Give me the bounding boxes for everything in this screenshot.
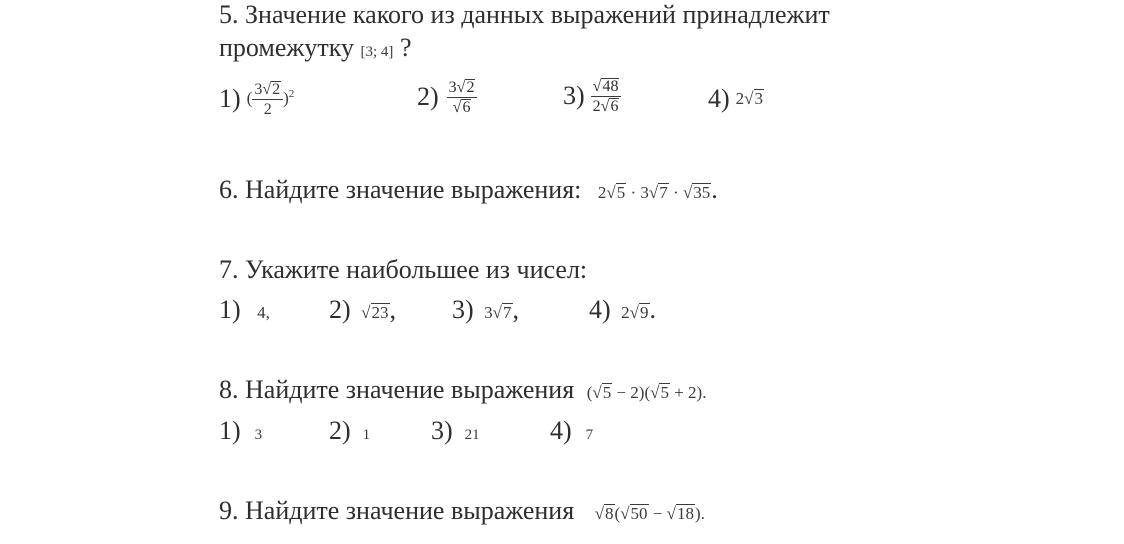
radicand: 23: [371, 303, 389, 322]
paren-open: (: [246, 88, 253, 108]
q5-qmark: ?: [399, 33, 412, 62]
q5-interval: [3; 4]: [360, 44, 394, 60]
q8-expression: [587, 383, 707, 402]
q5-option-2-fraction: [447, 78, 478, 117]
mult: ·: [668, 183, 683, 202]
radicand: 35: [693, 183, 711, 202]
numerator-radicand: 2: [272, 81, 281, 99]
q8-option-4: [550, 416, 593, 450]
minus: −: [648, 504, 667, 523]
q7-option-1-label: 1): [219, 295, 241, 324]
sqrt-sign: √: [592, 383, 602, 402]
q9-expression: [595, 504, 705, 523]
paren-close: ).: [694, 504, 705, 523]
sqrt-sign: √: [492, 303, 503, 322]
period: .: [711, 175, 718, 204]
middle: − 2)(: [612, 383, 651, 402]
q8-line: [219, 375, 706, 408]
q5-line1: 5. Значение какого из данных выражений принадлежит: [219, 0, 830, 29]
q7-text: 7. Укажите наибольшее из чисел:: [219, 255, 588, 284]
q8-text: 8. Найдите значение выражения: [219, 375, 575, 404]
sqrt-sign: √: [629, 303, 640, 322]
q5-option-2-label: 2): [417, 82, 439, 111]
q8-option-1-value: 3: [254, 427, 263, 443]
radicand: 5: [660, 383, 669, 402]
q8-option-3-label: 3): [431, 416, 453, 445]
q8-option-2-label: 2): [329, 416, 351, 445]
q5-option-1-expr: [247, 79, 295, 119]
mult: · 3: [626, 183, 649, 202]
q7-option-2: [329, 295, 396, 328]
radicand: 50: [630, 504, 648, 523]
period: .: [649, 295, 657, 324]
q8-option-2-value: 1: [362, 427, 371, 443]
q5-line2: [219, 33, 411, 67]
denominator: 2: [263, 101, 272, 119]
coef: 2: [735, 89, 745, 108]
radicand: 18: [676, 504, 694, 523]
q7-option-3-label: 3): [452, 295, 474, 324]
coef: 2: [597, 183, 607, 202]
sqrt-sign: √: [456, 78, 466, 96]
coef: 2: [621, 303, 630, 322]
radicand: 5: [616, 183, 626, 202]
numerator-coef: 3: [448, 78, 457, 96]
q8-option-4-value: 7: [585, 427, 594, 443]
q5-line2-text: промежутку: [219, 33, 355, 62]
fraction: [252, 80, 283, 119]
q7-option-3: [452, 295, 519, 328]
q5-option-3: [563, 68, 621, 124]
q9-line: [219, 496, 705, 529]
q5-option-3-label: 3): [563, 81, 585, 110]
q6-expression: [598, 183, 711, 202]
sqrt-sign: √: [452, 98, 462, 116]
comma: ,: [389, 295, 397, 324]
sqrt-sign: √: [648, 183, 659, 202]
radicand: 9: [640, 303, 649, 322]
q8-option-1-label: 1): [219, 416, 241, 445]
sqrt-sign: √: [620, 504, 630, 523]
numerator-coef: 3: [254, 81, 263, 99]
comma: ,: [512, 295, 520, 324]
q8-option-2: [329, 416, 370, 450]
q5-option-3-fraction: [591, 77, 622, 116]
exponent: 2: [288, 87, 295, 100]
radicand: 8: [605, 504, 614, 523]
sqrt-sign: √: [650, 383, 660, 402]
q7-option-2-value: [361, 303, 389, 322]
q9-text: 9. Найдите значение выражения: [219, 496, 575, 525]
q7-option-3-value: [484, 303, 512, 322]
sqrt-sign: √: [592, 77, 602, 95]
coef: 3: [484, 303, 493, 322]
numerator-radicand: 48: [602, 77, 619, 95]
q5-option-4: [708, 74, 764, 124]
radicand: 5: [602, 383, 612, 402]
q5-option-1: [219, 74, 294, 124]
q5-option-1-label: 1): [219, 84, 241, 113]
sqrt-sign: √: [682, 183, 693, 202]
sqrt-sign: √: [361, 303, 371, 322]
q8-option-1: [219, 416, 262, 450]
paren-open: (: [614, 504, 621, 523]
q6-text: 6. Найдите значение выражения:: [219, 175, 582, 204]
denominator-radicand: 6: [462, 98, 471, 116]
q5-option-2: [417, 70, 477, 124]
q5-option-4-label: 4): [708, 84, 730, 113]
q8-option-4-label: 4): [550, 416, 572, 445]
denominator-radicand: 6: [610, 97, 619, 115]
q8-option-3-value: 21: [464, 427, 480, 443]
sqrt-sign: √: [666, 504, 676, 523]
paren-close: ): [283, 88, 289, 108]
q7-option-1-value: 4,: [257, 303, 270, 322]
tail: + 2).: [669, 383, 707, 402]
q6-line: [219, 175, 718, 208]
q8-option-3: [431, 416, 480, 450]
q7-option-4-value: [621, 303, 649, 322]
q7-option-2-label: 2): [329, 295, 351, 324]
q7-option-4: [589, 295, 656, 328]
radicand: 7: [503, 303, 512, 322]
q7-option-4-label: 4): [589, 295, 611, 324]
sqrt-sign: √: [594, 504, 605, 523]
sqrt-sign: √: [262, 81, 272, 99]
numerator-radicand: 2: [466, 78, 475, 96]
radicand: 3: [754, 89, 764, 108]
paren-open: (: [586, 383, 593, 402]
sqrt-sign: √: [744, 89, 754, 108]
q7-option-1: [219, 295, 270, 328]
q5-option-4-expr: [736, 84, 764, 114]
sqrt-sign: √: [600, 97, 610, 115]
denominator-coef: 2: [592, 97, 601, 115]
radicand: 7: [659, 183, 668, 202]
sqrt-sign: √: [606, 183, 616, 202]
